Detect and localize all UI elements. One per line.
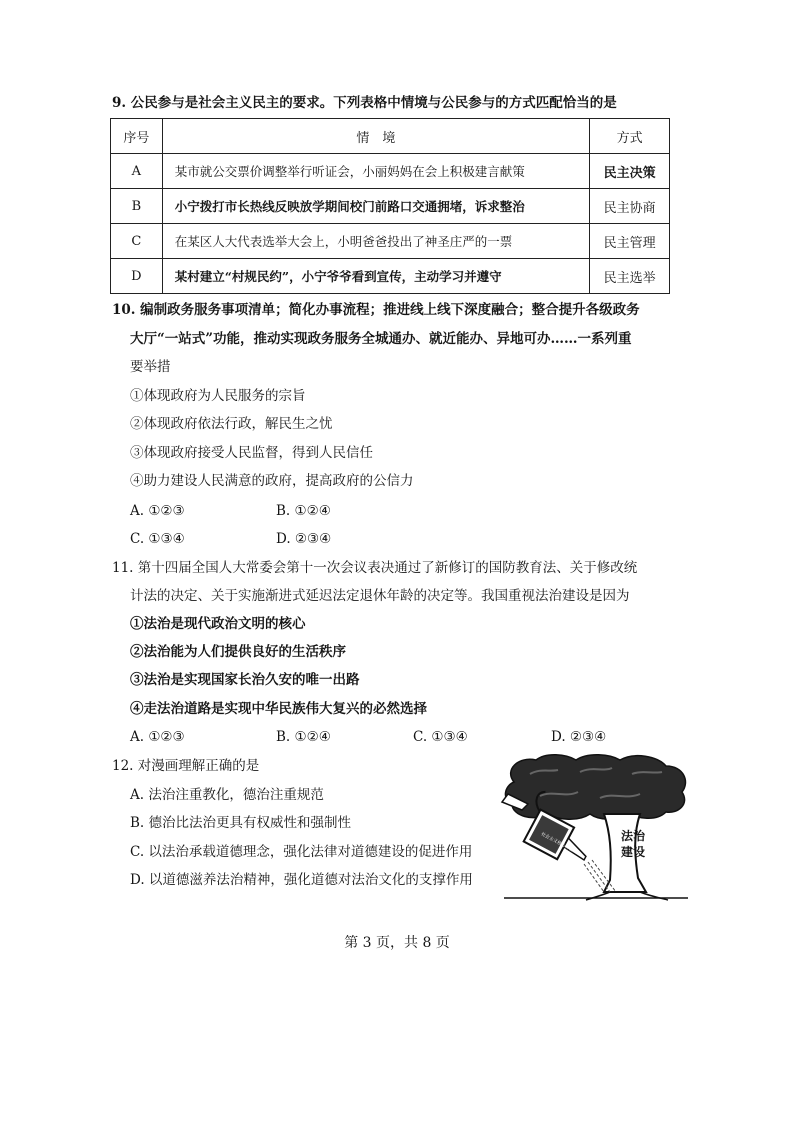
q9-stem: 9. 公民参与是社会主义民主的要求。下列表格中情境与公民参与的方式匹配恰当的是 bbox=[112, 95, 617, 111]
page-footer: 第 3 页，共 8 页 bbox=[344, 935, 450, 951]
q10-choice-b: B. ①②④ bbox=[276, 503, 331, 519]
row-way: 民主协商 bbox=[590, 189, 670, 224]
q11-choice-d: D. ②③④ bbox=[551, 729, 607, 745]
q11-stem-line2: 计法的决定、关于实施渐进式延迟法定退休年龄的决定等。我国重视法治建设是因为 bbox=[130, 588, 630, 604]
watering-can-text: 社会主义核心价值观 bbox=[539, 832, 578, 856]
q10-stem-line1: 10. 编制政务服务事项清单；简化办事流程；推进线上线下深度融合；整合提升各级政务 bbox=[112, 302, 640, 318]
q12-choice-d: D. 以道德滋养法治精神，强化道德对法治文化的支撑作用 bbox=[130, 872, 473, 888]
trunk-text-2: 建设 bbox=[621, 845, 646, 859]
q11-stem-line1: 11. 第十四届全国人大常委会第十一次会议表决通过了新修订的国防教育法、关于修改统 bbox=[112, 560, 638, 576]
q12-choice-b: B. 德治比法治更具有权威性和强制性 bbox=[130, 815, 352, 831]
table-row bbox=[111, 224, 670, 259]
row-context: 某村建立“村规民约”，小宁爷爷看到宣传，主动学习并遵守 bbox=[162, 259, 589, 294]
q10-choice-a: A. ①②③ bbox=[130, 503, 185, 519]
row-id: C bbox=[111, 224, 163, 259]
q10-choice-d: D. ②③④ bbox=[276, 531, 332, 547]
q11-choice-a: A. ①②③ bbox=[130, 729, 185, 745]
header-way: 方式 bbox=[590, 119, 670, 154]
q12-stem: 12. 对漫画理解正确的是 bbox=[112, 758, 260, 774]
row-way: 民主选举 bbox=[590, 259, 670, 294]
q11-choice-c: C. ①③④ bbox=[413, 729, 468, 745]
row-way: 民主决策 bbox=[590, 154, 670, 189]
q10-option-3: ③体现政府接受人民监督，得到人民信任 bbox=[130, 445, 373, 461]
q9-table bbox=[110, 118, 670, 294]
table-row bbox=[111, 259, 670, 294]
q10-option-2: ②体现政府依法行政，解民生之忧 bbox=[130, 416, 333, 432]
q11-option-1: ①法治是现代政治文明的核心 bbox=[130, 616, 306, 632]
tree-watering-cartoon bbox=[500, 752, 690, 904]
q11-option-4: ④走法治道路是实现中华民族伟大复兴的必然选择 bbox=[130, 701, 427, 717]
q10-stem-line2: 大厅“一站式”功能，推动实现政务服务全城通办、就近能办、异地可办……一系列重 bbox=[130, 331, 632, 347]
tree-roots bbox=[586, 892, 668, 900]
row-id: B bbox=[111, 189, 163, 224]
table-row bbox=[111, 189, 670, 224]
row-context: 在某区人大代表选举大会上，小明爸爸投出了神圣庄严的一票 bbox=[162, 224, 589, 259]
row-id: A bbox=[111, 154, 163, 189]
header-index: 序号 bbox=[111, 119, 163, 154]
row-context: 小宁拨打市长热线反映放学期间校门前路口交通拥堵，诉求整治 bbox=[162, 189, 589, 224]
trunk-text-1: 法治 bbox=[621, 829, 646, 843]
q11-option-2: ②法治能为人们提供良好的生活秩序 bbox=[130, 644, 346, 660]
q10-option-1: ①体现政府为人民服务的宗旨 bbox=[130, 388, 306, 404]
q12-choice-a: A. 法治注重教化，德治注重规范 bbox=[130, 787, 324, 803]
header-context: 情 境 bbox=[162, 119, 589, 154]
tree-canopy bbox=[505, 755, 685, 820]
row-id: D bbox=[111, 259, 163, 294]
q11-option-3: ③法治是实现国家长治久安的唯一出路 bbox=[130, 672, 360, 688]
q10-choice-c: C. ①③④ bbox=[130, 531, 185, 547]
q10-option-4: ④助力建设人民满意的政府，提高政府的公信力 bbox=[130, 473, 414, 489]
q11-choice-b: B. ①②④ bbox=[276, 729, 331, 745]
q10-stem-line3: 要举措 bbox=[130, 359, 171, 375]
row-context: 某市就公交票价调整举行听证会，小丽妈妈在会上积极建言献策 bbox=[162, 154, 589, 189]
row-way: 民主管理 bbox=[590, 224, 670, 259]
table-header-row bbox=[111, 119, 670, 154]
table-row bbox=[111, 154, 670, 189]
q12-choice-c: C. 以法治承载道德理念，强化法律对道德建设的促进作用 bbox=[130, 844, 473, 860]
